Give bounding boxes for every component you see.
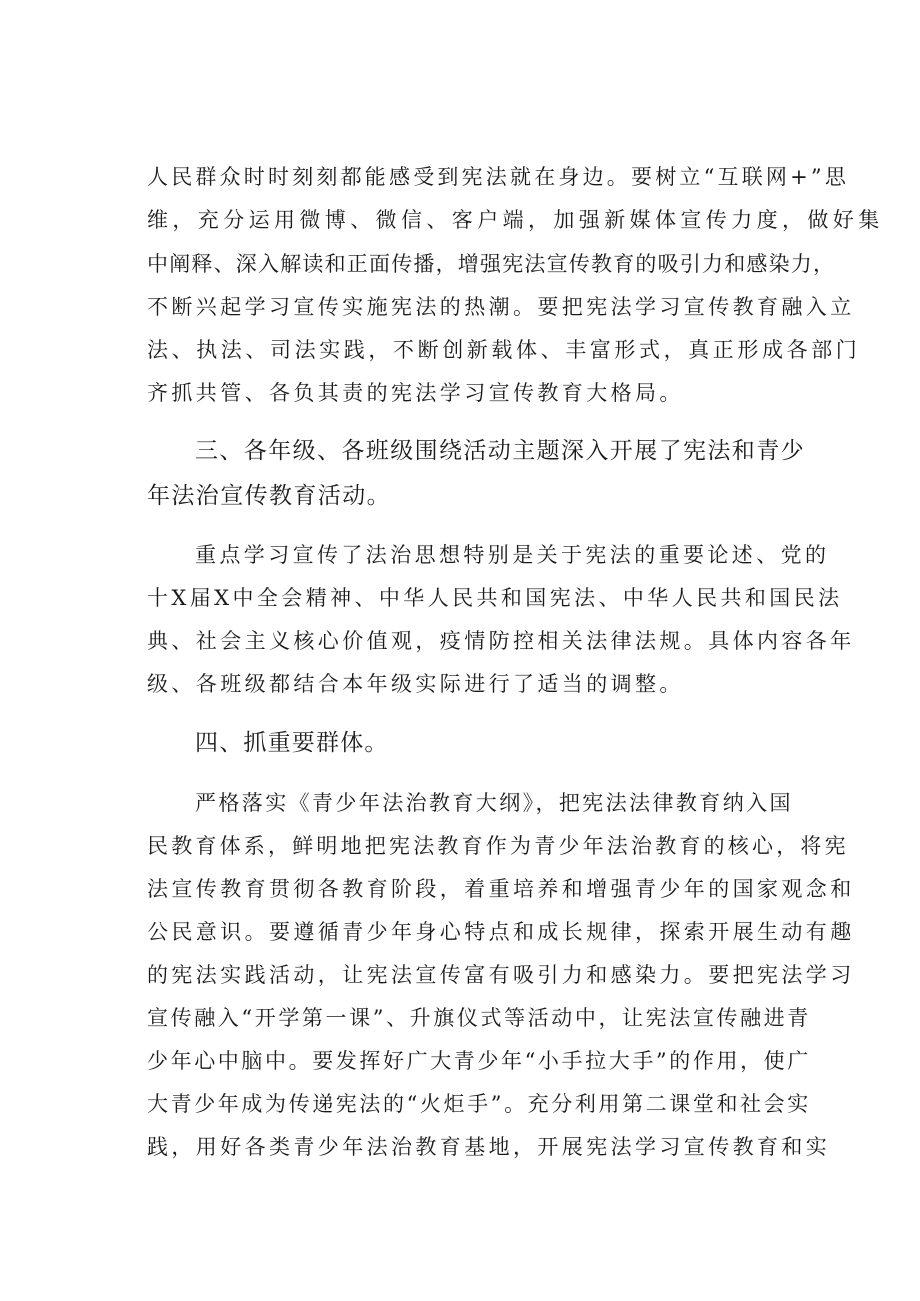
paragraph-3-line-8: 大青少年成为传递宪法的“火炬手”。充分利用第二课堂和社会实 bbox=[147, 1092, 811, 1116]
paragraph-1-line-1: 人民群众时时刻刻都能感受到宪法就在身边。要树立“互联网+”思 bbox=[147, 165, 850, 189]
paragraph-1-line-2: 维，充分运用微博、微信、客户端，加强新媒体宣传力度，做好集 bbox=[147, 208, 884, 232]
section-heading-4: 四、抓重要群体。 bbox=[195, 730, 389, 756]
paragraph-1-line-6: 齐抓共管、各负其责的宪法学习宣传教育大格局。 bbox=[147, 381, 684, 405]
section-heading-3-line-1: 三、各年级、各班级围绕活动主题深入开展了宪法和青少 bbox=[195, 438, 805, 464]
paragraph-3-line-2: 民教育体系，鲜明地把宪法教育作为青少年法治教育的核心，将宪 bbox=[147, 834, 849, 858]
paragraph-3-line-5: 的宪法实践活动，让宪法宣传富有吸引力和感染力。要把宪法学习 bbox=[147, 963, 855, 987]
paragraph-3-line-6: 宣传融入“开学第一课”、升旗仪式等活动中，让宪法宣传融进青 bbox=[147, 1006, 811, 1030]
paragraph-1-line-3: 中阐释、深入解读和正面传播，增强宪法宣传教育的吸引力和感染力， bbox=[147, 252, 836, 276]
paragraph-3-line-4: 公民意识。要遵循青少年身心特点和成长规律，探索开展生动有趣 bbox=[147, 920, 855, 944]
paragraph-2-line-4: 级、各班级都结合本年级实际进行了适当的调整。 bbox=[147, 672, 684, 696]
paragraph-3-line-1: 严格落实《青少年法治教育大纲》，把宪法法律教育纳入国 bbox=[195, 791, 793, 815]
paragraph-2-line-1: 重点学习宣传了法治思想特别是关于宪法的重要论述、党的 bbox=[195, 543, 830, 567]
paragraph-3-line-7: 少年心中脑中。要发挥好广大青少年“小手拉大手”的作用，使广 bbox=[147, 1049, 811, 1073]
paragraph-2-line-2: 十X届X中全会精神、中华人民共和国宪法、中华人民共和国民法 bbox=[147, 586, 843, 610]
section-heading-3-line-2: 年法治宣传教育活动。 bbox=[147, 483, 391, 509]
paragraph-3-line-9: 践，用好各类青少年法治教育基地，开展宪法学习宣传教育和实 bbox=[147, 1135, 831, 1159]
paragraph-3-line-3: 法宣传教育贯彻各教育阶段，着重培养和增强青少年的国家观念和 bbox=[147, 877, 855, 901]
paragraph-2-line-3: 典、社会主义核心价值观，疫情防控相关法律法规。具体内容各年 bbox=[147, 629, 855, 653]
paragraph-1-line-4: 不断兴起学习宣传实施宪法的热潮。要把宪法学习宣传教育融入立 bbox=[147, 295, 855, 319]
paragraph-1-line-5: 法、执法、司法实践，不断创新载体、丰富形式，真正形成各部门 bbox=[147, 338, 861, 362]
